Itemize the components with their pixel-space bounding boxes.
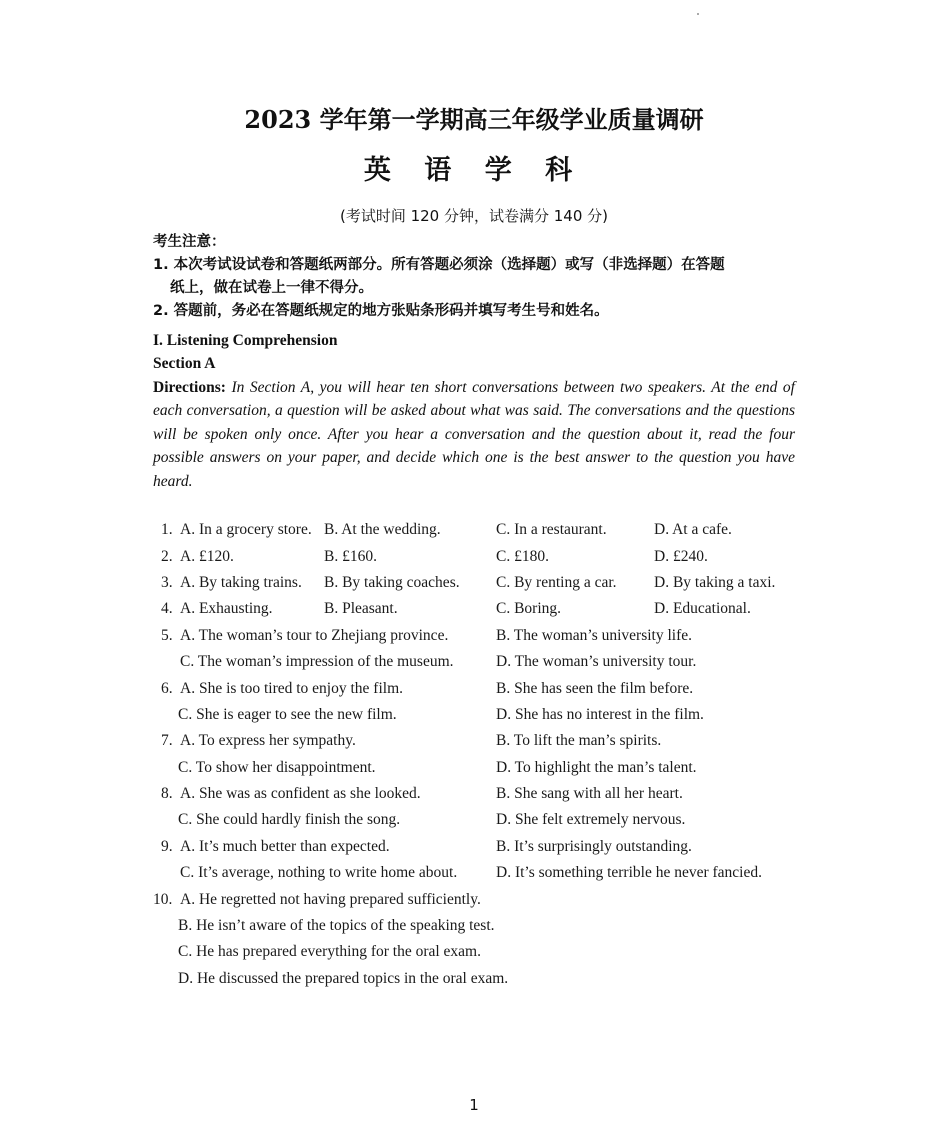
option-d: D. To highlight the man’s talent.	[496, 759, 697, 776]
notice-item-1: 1. 本次考试设试卷和答题纸两部分。所有答题必须涂（选择题）或写（非选择题）在答题	[153, 257, 725, 273]
option-d: D. At a cafe.	[654, 521, 732, 538]
page-number: 1	[469, 1096, 479, 1114]
option-a: A. To express her sympathy.	[180, 732, 356, 749]
option-c: C. £180.	[496, 548, 549, 565]
option-c: C. She could hardly finish the song.	[178, 811, 401, 828]
scan-speck	[697, 13, 699, 15]
directions	[153, 376, 795, 493]
option-c: C. To show her disappointment.	[178, 759, 376, 776]
option-a: A. He regretted not having prepared sufficiently.	[180, 891, 481, 908]
option-a: A. £120.	[180, 548, 234, 565]
option-d: D. She has no interest in the film.	[496, 706, 704, 723]
option-c: C. In a restaurant.	[496, 521, 607, 538]
option-b: B. She has seen the film before.	[496, 680, 694, 697]
option-d: D. The woman’s university tour.	[496, 653, 697, 670]
option-a: A. In a grocery store.	[180, 521, 312, 538]
question-number: 4.	[161, 600, 173, 617]
option-c: C. He has prepared everything for the oral exam.	[178, 943, 481, 960]
option-b: B. At the wedding.	[324, 521, 441, 538]
option-b: B. Pleasant.	[324, 600, 398, 617]
option-c: C. She is eager to see the new film.	[178, 706, 397, 723]
question-number: 7.	[161, 732, 173, 749]
question-number: 6.	[161, 680, 173, 697]
question-number: 8.	[161, 785, 173, 802]
option-b: B. To lift the man’s spirits.	[496, 732, 662, 749]
option-a: A. She was as confident as she looked.	[180, 785, 421, 802]
option-b: B. He isn’t aware of the topics of the speaking test.	[178, 917, 495, 934]
option-b: B. The woman’s university life.	[496, 627, 693, 644]
option-c: C. Boring.	[496, 600, 562, 617]
question-number: 5.	[161, 627, 173, 644]
option-b: B. £160.	[324, 548, 377, 565]
option-a: A. The woman’s tour to Zhejiang province.	[180, 627, 449, 644]
notice-item-2: 2. 答题前，务必在答题纸规定的地方张贴条形码并填写考生号和姓名。	[153, 303, 609, 319]
part-title: I. Listening Comprehension	[153, 332, 338, 349]
option-d: D. £240.	[654, 548, 708, 565]
option-b: B. It’s surprisingly outstanding.	[496, 838, 692, 855]
question-number: 9.	[161, 838, 173, 855]
option-c: C. It’s average, nothing to write home about.	[180, 864, 458, 881]
option-a: A. Exhausting.	[180, 600, 273, 617]
option-a: A. She is too tired to enjoy the film.	[180, 680, 404, 697]
exam-info: (考试时间 120 分钟，试卷满分 140 分)	[339, 207, 609, 225]
option-c: C. By renting a car.	[496, 574, 617, 591]
exam-title: 2023 学年第一学期高三年级学业质量调研	[244, 105, 704, 134]
question-number: 1.	[161, 521, 173, 538]
directions-text: In Section A, you will hear ten short conversations between two speakers. At the end of each conversation, a question will be asked about what was said. The conversations and the questions will be spoken only once. After you hear a conversation and the question about it, read the four possible answers on your paper, and decide which one is the best answer to the question you have heard.	[153, 379, 795, 490]
subject-title: 英 语 学 科	[363, 155, 585, 186]
question-number: 3.	[161, 574, 173, 591]
option-d: D. He discussed the prepared topics in the oral exam.	[178, 970, 509, 987]
question-number: 2.	[161, 548, 173, 565]
option-c: C. The woman’s impression of the museum.	[180, 653, 454, 670]
notice-item-1-cont: 纸上，做在试卷上一律不得分。	[170, 280, 373, 296]
section-title: Section A	[153, 355, 216, 372]
question-number: 10.	[153, 891, 173, 908]
option-b: B. She sang with all her heart.	[496, 785, 683, 802]
option-d: D. She felt extremely nervous.	[496, 811, 686, 828]
option-b: B. By taking coaches.	[324, 574, 460, 591]
option-d: D. By taking a taxi.	[654, 574, 776, 591]
option-a: A. It’s much better than expected.	[180, 838, 390, 855]
option-d: D. It’s something terrible he never fancied.	[496, 864, 762, 881]
option-a: A. By taking trains.	[180, 574, 302, 591]
notice-heading: 考生注意：	[153, 234, 226, 250]
directions-label: Directions:	[153, 379, 226, 396]
option-d: D. Educational.	[654, 600, 751, 617]
